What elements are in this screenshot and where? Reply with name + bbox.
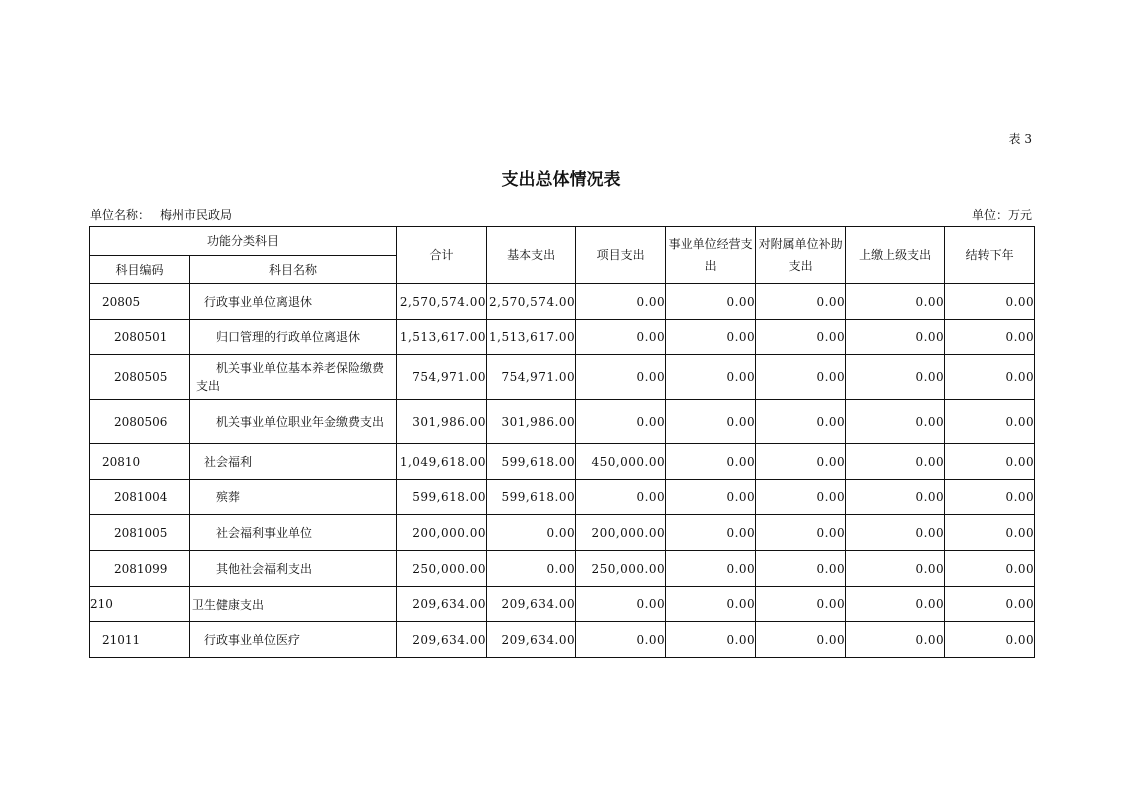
row-total: 209,634.00: [397, 587, 487, 622]
row-project: 450,000.00: [576, 444, 666, 480]
row-carry: 0.00: [945, 444, 1035, 480]
row-project: 200,000.00: [576, 515, 666, 551]
row-carry: 0.00: [945, 284, 1035, 320]
row-upper: 0.00: [846, 622, 945, 658]
row-project: 0.00: [576, 284, 666, 320]
row-project: 0.00: [576, 480, 666, 515]
row-business: 0.00: [666, 551, 756, 587]
row-basic: 599,618.00: [487, 480, 576, 515]
row-upper: 0.00: [846, 551, 945, 587]
row-basic: 209,634.00: [487, 622, 576, 658]
table-row: [90, 587, 1035, 622]
row-project: 0.00: [576, 622, 666, 658]
row-code: 20805: [90, 284, 190, 320]
row-carry: 0.00: [945, 622, 1035, 658]
row-basic: 2,570,574.00: [487, 284, 576, 320]
row-name: 行政事业单位医疗: [190, 622, 397, 658]
row-code: 2081004: [90, 480, 190, 515]
table-row: [90, 480, 1035, 515]
row-carry: 0.00: [945, 400, 1035, 444]
page-title: 支出总体情况表: [501, 170, 621, 190]
table-row: [90, 515, 1035, 551]
row-business: 0.00: [666, 400, 756, 444]
row-business: 0.00: [666, 515, 756, 551]
row-name: 卫生健康支出: [190, 587, 397, 622]
row-carry: 0.00: [945, 320, 1035, 355]
row-total: 301,986.00: [397, 400, 487, 444]
row-code: 210: [90, 587, 190, 622]
row-carry: 0.00: [945, 355, 1035, 400]
row-carry: 0.00: [945, 480, 1035, 515]
row-total: 1,513,617.00: [397, 320, 487, 355]
row-name: 殡葬: [190, 480, 397, 515]
row-name: 机关事业单位职业年金缴费支出: [190, 400, 397, 444]
unit-of-measure: 单位：万元: [971, 208, 1032, 222]
row-subsidy: 0.00: [756, 444, 846, 480]
row-project: 0.00: [576, 587, 666, 622]
header-basic: 基本支出: [487, 227, 576, 284]
row-subsidy: 0.00: [756, 515, 846, 551]
row-code: 2081005: [90, 515, 190, 551]
table-row: [90, 551, 1035, 587]
table-number: 表 3: [1008, 132, 1032, 146]
table-row: [90, 400, 1035, 444]
row-subsidy: 0.00: [756, 551, 846, 587]
expenditure-table: [89, 226, 1035, 658]
header-name: 科目名称: [190, 256, 397, 284]
row-upper: 0.00: [846, 284, 945, 320]
table-row: [90, 622, 1035, 658]
row-business: 0.00: [666, 284, 756, 320]
row-business: 0.00: [666, 320, 756, 355]
row-subsidy: 0.00: [756, 355, 846, 400]
row-business: 0.00: [666, 587, 756, 622]
row-subsidy: 0.00: [756, 320, 846, 355]
row-subsidy: 0.00: [756, 400, 846, 444]
row-code: 21011: [90, 622, 190, 658]
row-project: 0.00: [576, 320, 666, 355]
row-total: 1,049,618.00: [397, 444, 487, 480]
row-basic: 209,634.00: [487, 587, 576, 622]
row-code: 2080506: [90, 400, 190, 444]
row-upper: 0.00: [846, 515, 945, 551]
row-project: 0.00: [576, 400, 666, 444]
row-business: 0.00: [666, 355, 756, 400]
header-code: 科目编码: [90, 256, 190, 284]
row-name: 归口管理的行政单位离退休: [190, 320, 397, 355]
table-row: [90, 355, 1035, 400]
row-business: 0.00: [666, 622, 756, 658]
row-code: 20810: [90, 444, 190, 480]
row-subsidy: 0.00: [756, 284, 846, 320]
unit-name: [90, 206, 232, 223]
unit-name-value: 梅州市民政局: [160, 208, 233, 222]
row-basic: 754,971.00: [487, 355, 576, 400]
row-basic: 599,618.00: [487, 444, 576, 480]
row-name: 社会福利事业单位: [190, 515, 397, 551]
header-function-category: 功能分类科目: [90, 227, 397, 256]
table-row: [90, 320, 1035, 355]
header-total: 合计: [397, 227, 487, 284]
row-carry: 0.00: [945, 515, 1035, 551]
row-carry: 0.00: [945, 587, 1035, 622]
row-basic: 1,513,617.00: [487, 320, 576, 355]
row-name: 机关事业单位基本养老保险缴费支出: [190, 355, 397, 400]
row-basic: 0.00: [487, 515, 576, 551]
row-total: 754,971.00: [397, 355, 487, 400]
row-basic: 301,986.00: [487, 400, 576, 444]
row-total: 599,618.00: [397, 480, 487, 515]
row-name: 社会福利: [190, 444, 397, 480]
header-upper: 上缴上级支出: [846, 227, 945, 284]
row-project: 250,000.00: [576, 551, 666, 587]
row-total: 200,000.00: [397, 515, 487, 551]
row-upper: 0.00: [846, 400, 945, 444]
row-subsidy: 0.00: [756, 480, 846, 515]
row-upper: 0.00: [846, 320, 945, 355]
row-business: 0.00: [666, 444, 756, 480]
row-subsidy: 0.00: [756, 587, 846, 622]
header-project: 项目支出: [576, 227, 666, 284]
row-code: 2080505: [90, 355, 190, 400]
row-upper: 0.00: [846, 444, 945, 480]
row-business: 0.00: [666, 480, 756, 515]
unit-name-label: 单位名称：: [90, 208, 151, 222]
row-upper: 0.00: [846, 587, 945, 622]
row-name: 行政事业单位离退休: [190, 284, 397, 320]
row-total: 2,570,574.00: [397, 284, 487, 320]
row-code: 2080501: [90, 320, 190, 355]
header-carry: 结转下年: [945, 227, 1035, 284]
table-row: [90, 284, 1035, 320]
row-name: 其他社会福利支出: [190, 551, 397, 587]
row-total: 209,634.00: [397, 622, 487, 658]
row-project: 0.00: [576, 355, 666, 400]
row-subsidy: 0.00: [756, 622, 846, 658]
row-upper: 0.00: [846, 355, 945, 400]
row-basic: 0.00: [487, 551, 576, 587]
table-row: [90, 444, 1035, 480]
row-code: 2081099: [90, 551, 190, 587]
header-subsidy: 对附属单位补助支出: [756, 227, 846, 284]
row-carry: 0.00: [945, 551, 1035, 587]
row-total: 250,000.00: [397, 551, 487, 587]
row-upper: 0.00: [846, 480, 945, 515]
header-business: 事业单位经营支出: [666, 227, 756, 284]
